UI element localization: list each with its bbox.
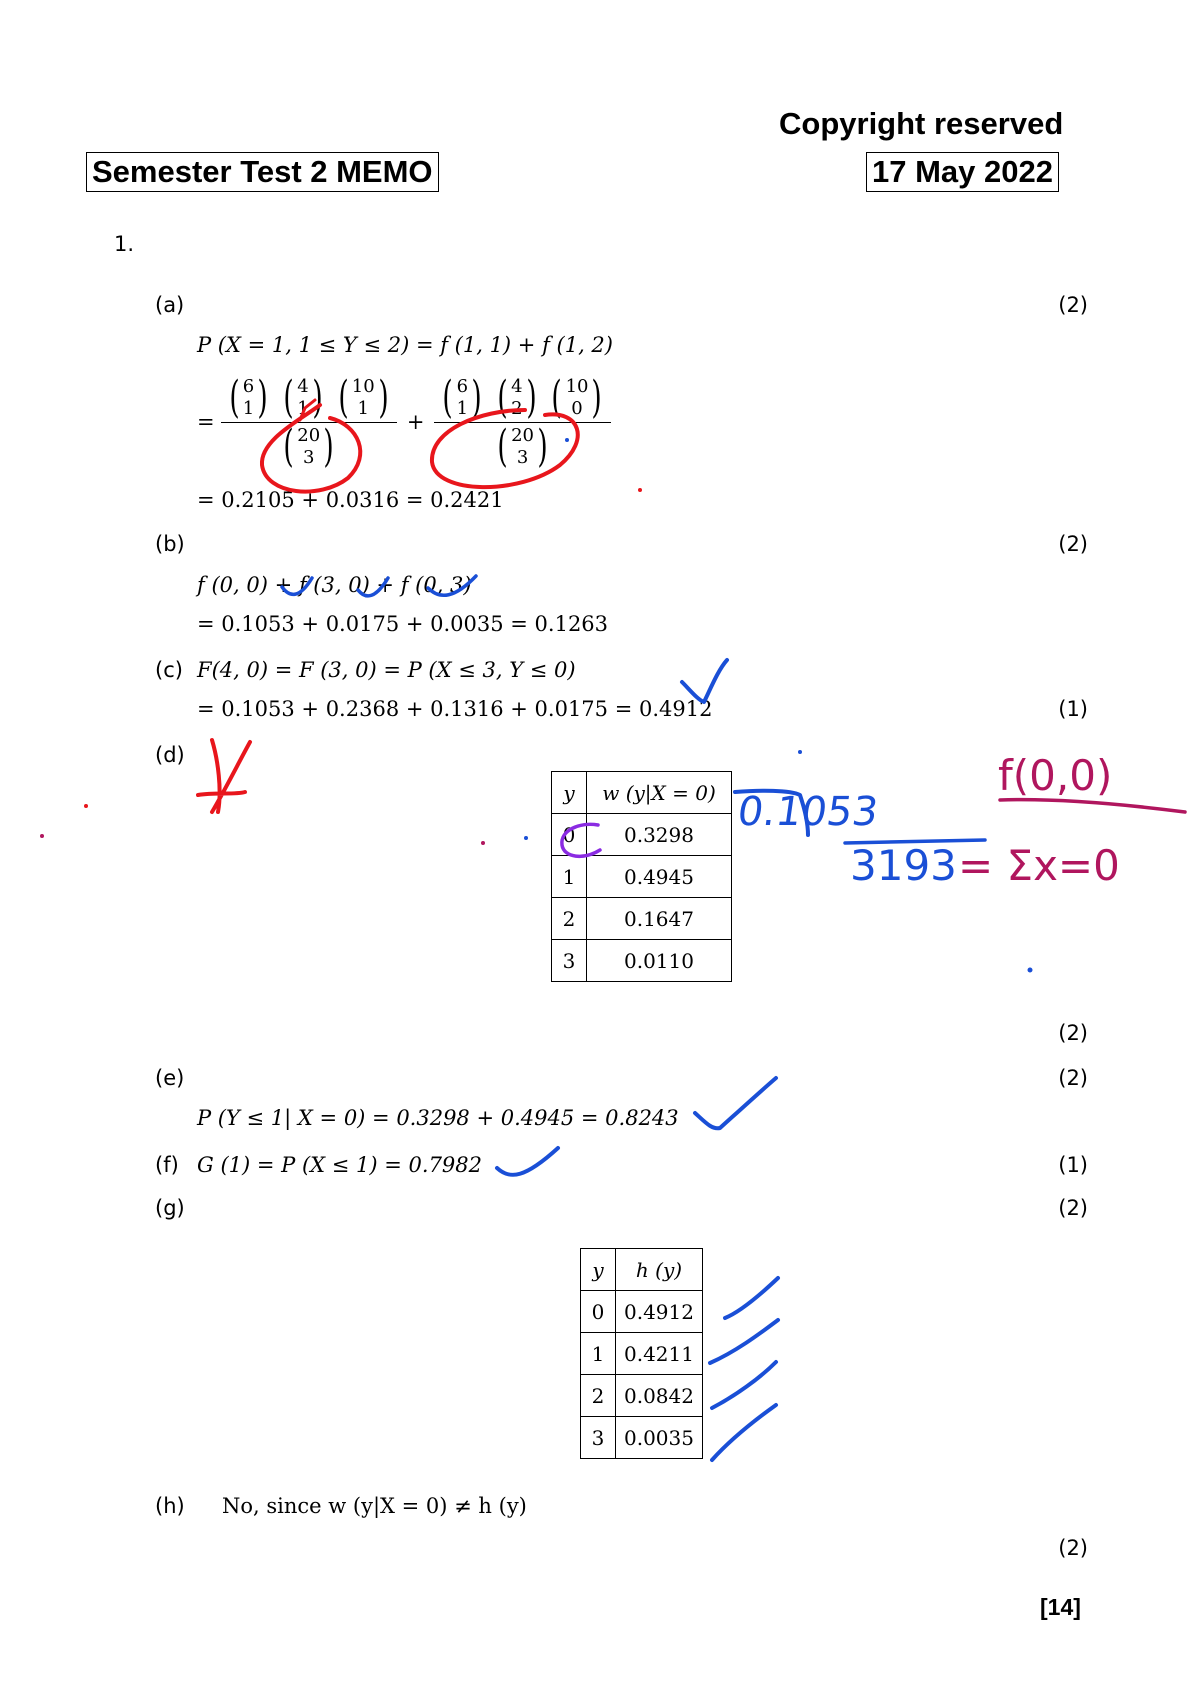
blue-arrow-annotation xyxy=(735,791,808,835)
part-a-line1: P (X = 1, 1 ≤ Y ≤ 2) = f (1, 1) + f (1, 2) xyxy=(197,333,613,357)
binom-6-1: ( 6 1 ) xyxy=(442,371,482,423)
table-cell: 1 xyxy=(552,856,587,898)
part-a-marks: (2) xyxy=(1058,293,1088,317)
part-a-label: (a) xyxy=(155,293,185,317)
blue-dot xyxy=(524,836,528,840)
blue-dot xyxy=(798,750,802,754)
part-b-marks: (2) xyxy=(1058,532,1088,556)
part-g-marks: (2) xyxy=(1058,1196,1088,1220)
table-cell: 0 xyxy=(552,814,587,856)
part-a-fraction-2 xyxy=(434,371,610,472)
red-x-mark xyxy=(198,740,250,812)
binom-10-1: ( 10 1 ) xyxy=(338,371,389,423)
table-cell: 0.1647 xyxy=(587,898,732,940)
blue-dot xyxy=(1028,968,1033,973)
table-header-w: w (y|X = 0) xyxy=(587,772,732,814)
part-c-line1: F(4, 0) = F (3, 0) = P (X ≤ 3, Y ≤ 0) xyxy=(197,658,576,682)
table-cell: 3 xyxy=(552,940,587,982)
part-g-label: (g) xyxy=(155,1196,185,1220)
table-row xyxy=(581,1375,703,1417)
part-b-label: (b) xyxy=(155,532,185,556)
part-e-line1: P (Y ≤ 1| X = 0) = 0.3298 + 0.4945 = 0.8243 xyxy=(197,1106,679,1130)
part-c-label: (c) xyxy=(155,658,183,682)
magenta-fraction-bar xyxy=(1000,800,1185,812)
blue-fraction-bar xyxy=(845,840,985,843)
part-c-marks: (1) xyxy=(1058,697,1088,721)
blue-tick-mark xyxy=(682,660,727,702)
part-a-fraction-expression xyxy=(197,362,611,482)
table-cell: 0.0842 xyxy=(616,1375,703,1417)
table-cell: 2 xyxy=(581,1375,616,1417)
part-f-label: (f) xyxy=(155,1153,179,1177)
margin-note-denominator: 3193 xyxy=(850,841,957,890)
table-row xyxy=(552,898,732,940)
table-header-row xyxy=(581,1249,703,1291)
magenta-dot xyxy=(40,834,44,838)
total-marks: [14] xyxy=(1040,1594,1081,1620)
part-b-result: = 0.1053 + 0.0175 + 0.0035 = 0.1263 xyxy=(197,612,609,636)
table-row xyxy=(581,1291,703,1333)
part-a-fraction-1 xyxy=(221,371,397,472)
blue-tick-mark xyxy=(725,1278,778,1318)
part-b-line1: f (0, 0) + f (3, 0) + f (0, 3) xyxy=(197,573,472,597)
table-row xyxy=(581,1333,703,1375)
table-row xyxy=(552,940,732,982)
blue-tick-mark xyxy=(710,1320,778,1363)
part-d-marks: (2) xyxy=(1058,1021,1088,1045)
part-a-result: = 0.2105 + 0.0316 = 0.2421 xyxy=(197,488,504,512)
blue-tick-mark xyxy=(712,1405,776,1460)
table-cell: 0.4912 xyxy=(616,1291,703,1333)
part-d-label: (d) xyxy=(155,743,185,767)
document-title: Semester Test 2 MEMO xyxy=(86,152,439,192)
binom-4-2: ( 4 2 ) xyxy=(497,371,537,423)
table-cell: 2 xyxy=(552,898,587,940)
table-cell: 0 xyxy=(581,1291,616,1333)
conditional-distribution-table xyxy=(551,771,732,982)
binom-4-1: ( 4 1 ) xyxy=(283,371,323,423)
table-row xyxy=(552,856,732,898)
plus-sign: + xyxy=(406,410,425,434)
binom-6-1: ( 6 1 ) xyxy=(229,371,268,423)
table-cell: 0.4211 xyxy=(616,1333,703,1375)
table-header-y: y xyxy=(552,772,587,814)
table-cell: 0.4945 xyxy=(587,856,732,898)
margin-note-rhs: = Σx=0 xyxy=(958,841,1120,890)
question-number: 1. xyxy=(114,232,135,256)
table-row xyxy=(552,814,732,856)
blue-tick-mark xyxy=(497,1148,558,1175)
part-f-marks: (1) xyxy=(1058,1153,1088,1177)
part-c-result: = 0.1053 + 0.2368 + 0.1316 + 0.0175 = 0.4912 xyxy=(197,697,713,721)
binom-20-3: ( 20 3 ) xyxy=(497,420,548,472)
part-h-line1: No, since w (y|X = 0) ≠ h (y) xyxy=(222,1494,527,1518)
table-cell: 0.0110 xyxy=(587,940,732,982)
part-h-label: (h) xyxy=(155,1494,185,1518)
table-header-h: h (y) xyxy=(616,1249,703,1291)
table-header-y: y xyxy=(581,1249,616,1291)
red-dot xyxy=(638,488,642,492)
table-cell: 0.3298 xyxy=(587,814,732,856)
margin-note-formula: f(0,0) xyxy=(998,751,1113,800)
binom-10-0: ( 10 0 ) xyxy=(551,371,603,423)
blue-tick-mark xyxy=(712,1362,776,1408)
part-f-line1: G (1) = P (X ≤ 1) = 0.7982 xyxy=(197,1153,483,1177)
table-cell: 3 xyxy=(581,1417,616,1459)
margin-note-numerator: 0.1053 xyxy=(734,789,882,835)
table-cell: 1 xyxy=(581,1333,616,1375)
part-h-marks: (2) xyxy=(1058,1536,1088,1560)
binom-20-3: ( 20 3 ) xyxy=(283,420,334,472)
copyright-notice: Copyright reserved xyxy=(779,106,1064,141)
magenta-dot xyxy=(481,841,485,845)
equals-sign: = xyxy=(197,410,215,434)
table-header-row xyxy=(552,772,732,814)
table-cell: 0.0035 xyxy=(616,1417,703,1459)
blue-tick-mark xyxy=(695,1078,776,1128)
part-e-label: (e) xyxy=(155,1066,185,1090)
part-e-marks: (2) xyxy=(1058,1066,1088,1090)
table-row xyxy=(581,1417,703,1459)
test-date: 17 May 2022 xyxy=(866,152,1059,192)
red-dot xyxy=(84,804,88,808)
marginal-distribution-table xyxy=(580,1248,703,1459)
